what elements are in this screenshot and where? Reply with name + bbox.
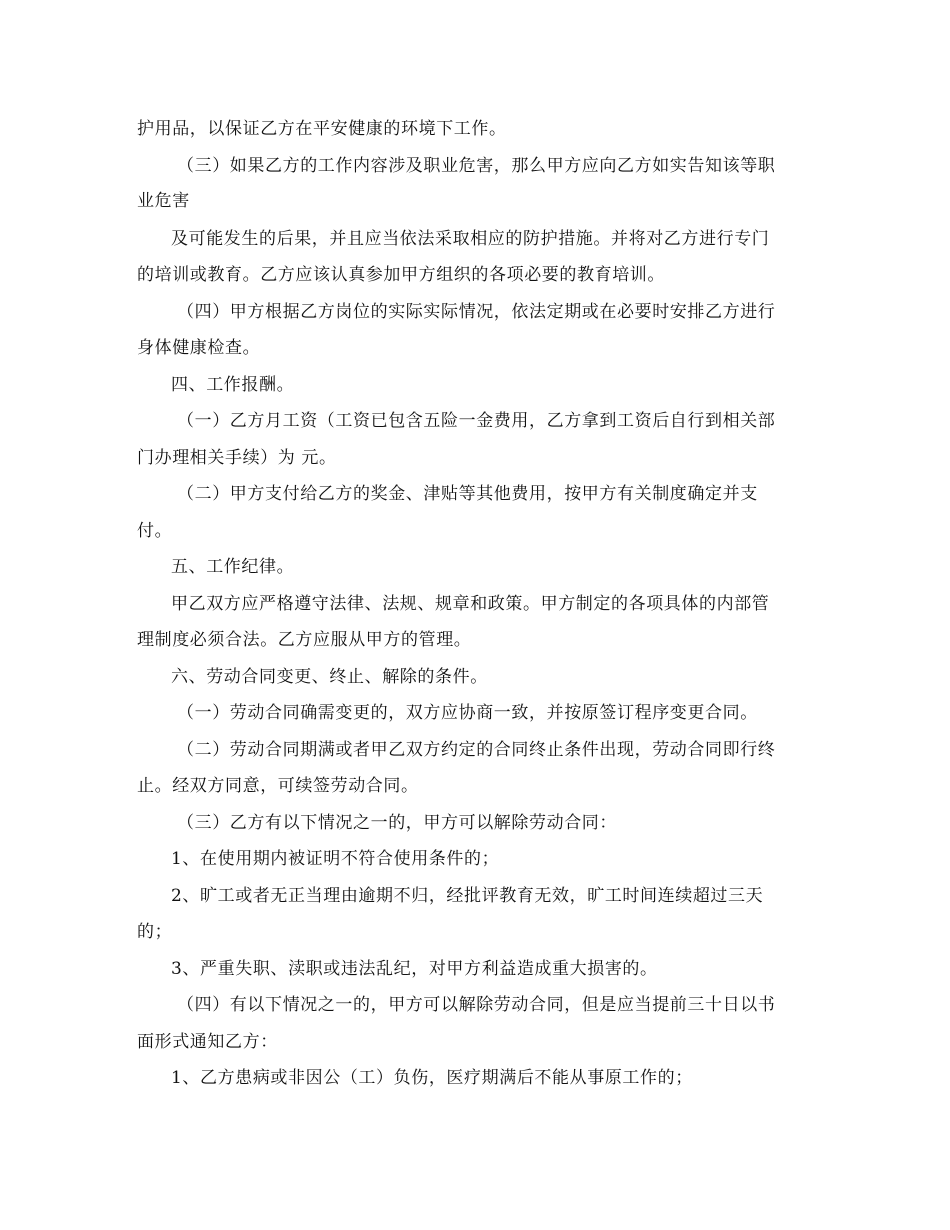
section-heading: 四、工作报酬。	[171, 375, 295, 395]
text-line: （三）如果乙方的工作内容涉及职业危害，那么甲方应向乙方如实告知该等职	[177, 156, 776, 176]
text-line: （四）有以下情况之一的，甲方可以解除劳动合同，但是应当提前三十日以书	[177, 995, 776, 1015]
text-line: 3、严重失职、渎职或违法乱纪，对甲方利益造成重大损害的。	[171, 959, 658, 979]
text-line: 1、乙方患病或非因公（工）负伤，医疗期满后不能从事原工作的；	[171, 1068, 693, 1088]
text-line: 止。经双方同意，可续签劳动合同。	[137, 776, 419, 796]
section-heading: 六、劳动合同变更、终止、解除的条件。	[171, 667, 488, 687]
text-line: （一）乙方月工资（工资已包含五险一金费用，乙方拿到工资后自行到相关部	[177, 411, 776, 431]
text-line: 护用品，以保证乙方在平安健康的环境下工作。	[137, 119, 507, 139]
text-line: 付。	[137, 521, 173, 541]
text-line: 面形式通知乙方：	[137, 1032, 278, 1052]
text-line: 2、旷工或者无正当理由逾期不归，经批评教育无效，旷工时间连续超过三天	[171, 886, 764, 906]
text-line: （四）甲方根据乙方岗位的实际实际情况，依法定期或在必要时安排乙方进行	[177, 302, 776, 322]
text-line: （三）乙方有以下情况之一的，甲方可以解除劳动合同：	[177, 813, 617, 833]
section-heading: 五、工作纪律。	[171, 557, 295, 577]
text-line: 1、在使用期内被证明不符合使用条件的；	[171, 849, 500, 869]
text-line: （一）劳动合同确需变更的，双方应协商一致，并按原签订程序变更合同。	[177, 703, 758, 723]
text-line: 身体健康检查。	[137, 338, 261, 358]
text-line: 的培训或教育。乙方应该认真参加甲方组织的各项必要的教育培训。	[137, 265, 665, 285]
text-line: （二）甲方支付给乙方的奖金、津贴等其他费用，按甲方有关制度确定并支	[177, 484, 758, 504]
text-line: 理制度必须合法。乙方应服从甲方的管理。	[137, 630, 472, 650]
text-line: （二）劳动合同期满或者甲乙双方约定的合同终止条件出现，劳动合同即行终	[177, 740, 776, 760]
text-line: 业危害	[137, 191, 190, 211]
text-line: 门办理相关手续）为 元。	[137, 448, 337, 468]
text-line: 的；	[137, 922, 173, 942]
text-line: 及可能发生的后果，并且应当依法采取相应的防护措施。并将对乙方进行专门	[171, 229, 770, 249]
text-line: 甲乙双方应严格遵守法律、法规、规章和政策。甲方制定的各项具体的内部管	[171, 594, 770, 614]
